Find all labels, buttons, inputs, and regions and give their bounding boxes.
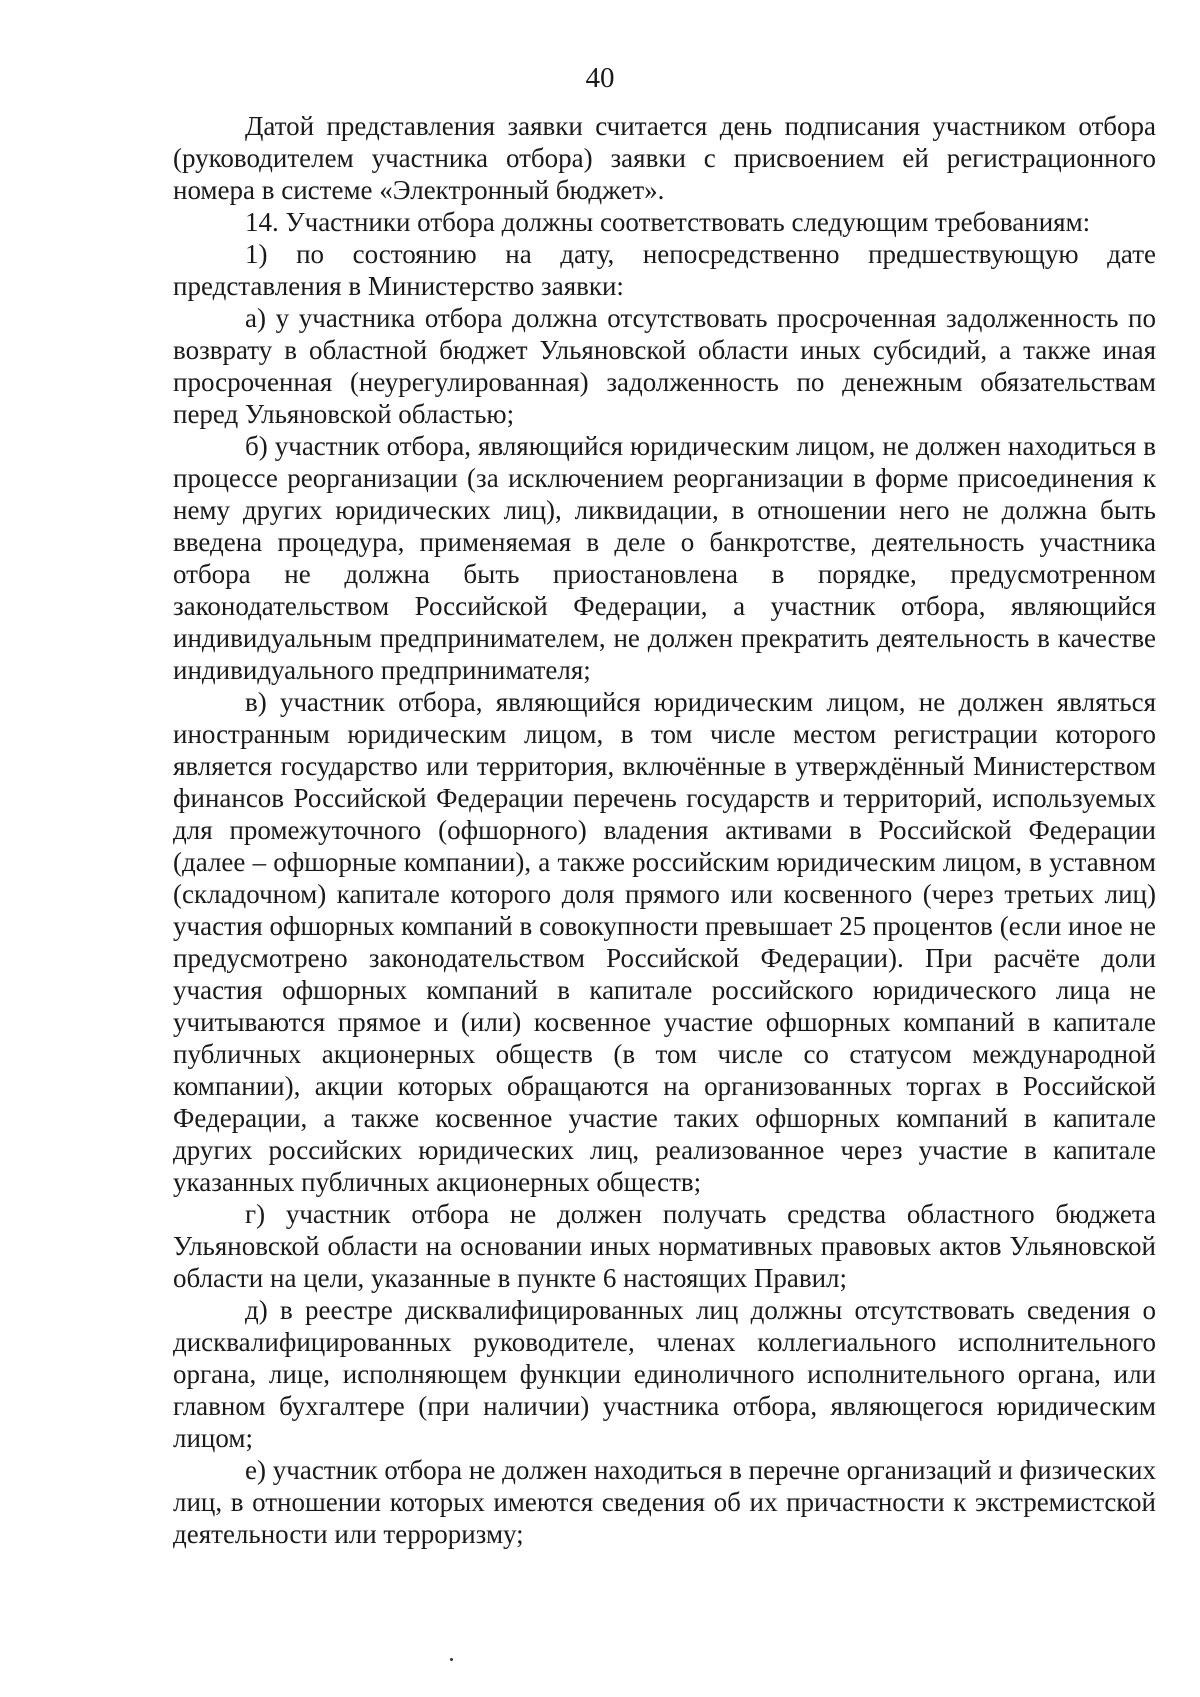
page-number: 40 bbox=[585, 62, 615, 94]
scan-speck bbox=[450, 1658, 453, 1661]
paragraph-subitem-e: е) участник отбора не должен находиться в перечне организаций и физических лиц, в отношении которых имеются сведения об их причастности к экстремистской деятельности или терроризму; bbox=[173, 1455, 1156, 1549]
document-body bbox=[173, 110, 1156, 1550]
paragraph-subitem-1: 1) по состоянию на дату, непосредственно предшествующую дате представления в Министерство заявки: bbox=[173, 239, 1156, 301]
paragraph-submission-date: Датой представления заявки считается день подписания участником отбора (руководителем участника отбора) заявки с присвоением ей регистрационного номера в системе «Электронный бюджет». bbox=[173, 111, 1156, 205]
paragraph-subitem-v: в) участник отбора, являющийся юридическим лицом, не должен являться иностранным юридическим лицом, в том числе местом регистрации которого является государство или территория, включённые в утверждённый Министерством финансов Российской Федерации перечень государств и территорий, используемых для промежуточного (офшорного) владения активами в Российской Федерации (далее – офшорные компании), а также российским юридическим лицом, в уставном (складочном) капитале которого доля прямого или косвенного (через третьих лиц) участия офшорных компаний в совокупности превышает 25 процентов (если иное не предусмотрено законодательством Российской Федерации). При расчёте доли участия офшорных компаний в капитале российского юридического лица не учитываются прямое и (или) косвенное участие офшорных компаний в капитале публичных акционерных обществ (в том числе со статусом международной компании), акции которых обращаются на организованных торгах в Российской Федерации, а также косвенное участие таких офшорных компаний в капитале других российских юридических лиц, реализованное через участие в капитале указанных публичных акционерных обществ; bbox=[173, 687, 1156, 1197]
paragraph-subitem-d: д) в реестре дисквалифицированных лиц должны отсутствовать сведения о дисквалифицированных руководителе, членах коллегиального исполнительного органа, лице, исполняющем функции единоличного исполнительного органа, или главном бухгалтере (при наличии) участника отбора, являющегося юридическим лицом; bbox=[173, 1295, 1156, 1453]
paragraph-subitem-b: б) участник отбора, являющийся юридическим лицом, не должен находиться в процессе реорганизации (за исключением реорганизации в форме присоединения к нему других юридических лиц), ликвидации, в отношении него не должна быть введена процедура, применяемая в деле о банкротстве, деятельность участника отбора не должна быть приостановлена в порядке, предусмотренном законодательством Российской Федерации, а участник отбора, являющийся индивидуальным предпринимателем, не должен прекратить деятельность в качестве индивидуального предпринимателя; bbox=[173, 431, 1156, 685]
paragraph-item-14: 14. Участники отбора должны соответствовать следующим требованиям: bbox=[245, 207, 1091, 237]
paragraph-subitem-g: г) участник отбора не должен получать средства областного бюджета Ульяновской области на основании иных нормативных правовых актов Ульяновской области на цели, указанные в пункте 6 настоящих Правил; bbox=[173, 1199, 1156, 1293]
paragraph-subitem-a: а) у участника отбора должна отсутствовать просроченная задолженность по возврату в областной бюджет Ульяновской области иных субсидий, а также иная просроченная (неурегулированная) задолженность по денежным обязательствам перед Ульяновской областью; bbox=[173, 303, 1156, 429]
